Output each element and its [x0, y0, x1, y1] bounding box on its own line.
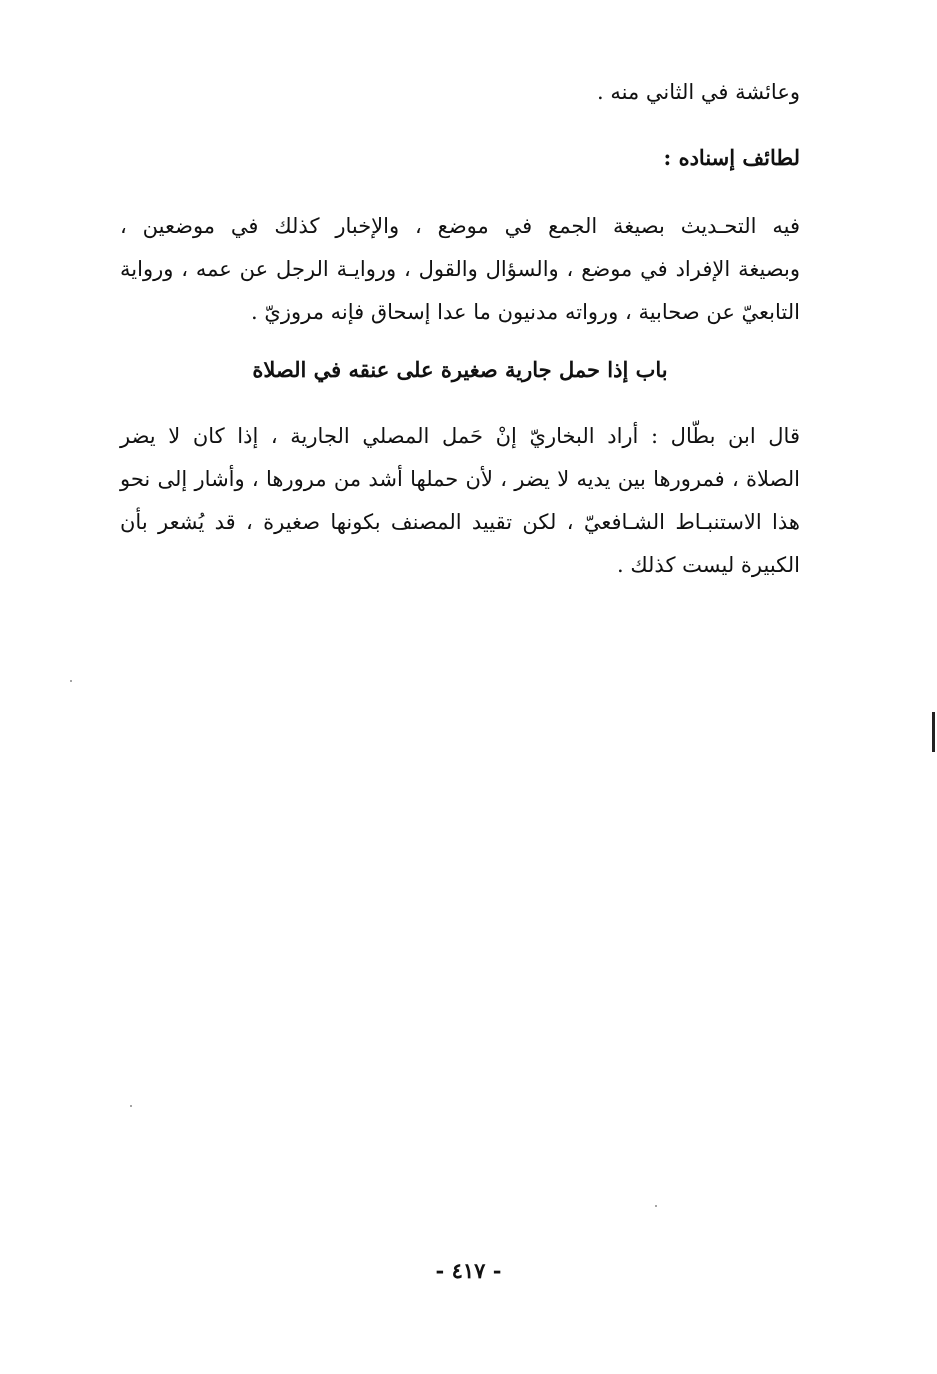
opening-line: وعائشة في الثاني منه .	[597, 80, 800, 104]
scan-margin-mark	[932, 712, 935, 752]
section-heading: باب إذا حمل جارية صغيرة على عنقه في الصلاة	[252, 357, 668, 382]
paragraph-2-line: الكبيرة ليست كذلك .	[616, 553, 800, 577]
paragraph-2	[120, 415, 800, 587]
paragraph-2-line: قال ابن بطّال : أراد البخاريّ إنْ حَمل المصلي الجارية ، إذا كان لا يضر	[120, 424, 800, 448]
paragraph-1-line: التابعيّ عن صحابية ، ورواته مدنيون ما عدا إسحاق فإنه مروزيّ .	[251, 300, 800, 324]
scan-speck	[655, 1205, 657, 1207]
subheading: لطائف إسناده :	[663, 145, 800, 170]
page-number: - ٤١٧ -	[435, 1258, 502, 1283]
paragraph-2-line: هذا الاستنبـاط الشـافعيّ ، لكن تقييد المصنف بكونها صغيرة ، قد يُشعر بأن	[120, 510, 800, 534]
scan-speck	[130, 1105, 132, 1107]
paragraph-1-line: فيه التحـديث بصيغة الجمع في موضع ، والإخبار كذلك في موضعين ،	[120, 214, 800, 238]
paragraph-2-line: الصلاة ، فمرورها بين يديه لا يضر ، لأن حملها أشد من مرورها ، وأشار إلى نحو	[120, 467, 800, 491]
paragraph-1-line: وبصيغة الإفراد في موضع ، والسؤال والقول ، وروايـة الرجل عن عمه ، ورواية	[120, 257, 800, 281]
scan-speck	[70, 680, 72, 682]
paragraph-1	[120, 205, 800, 334]
